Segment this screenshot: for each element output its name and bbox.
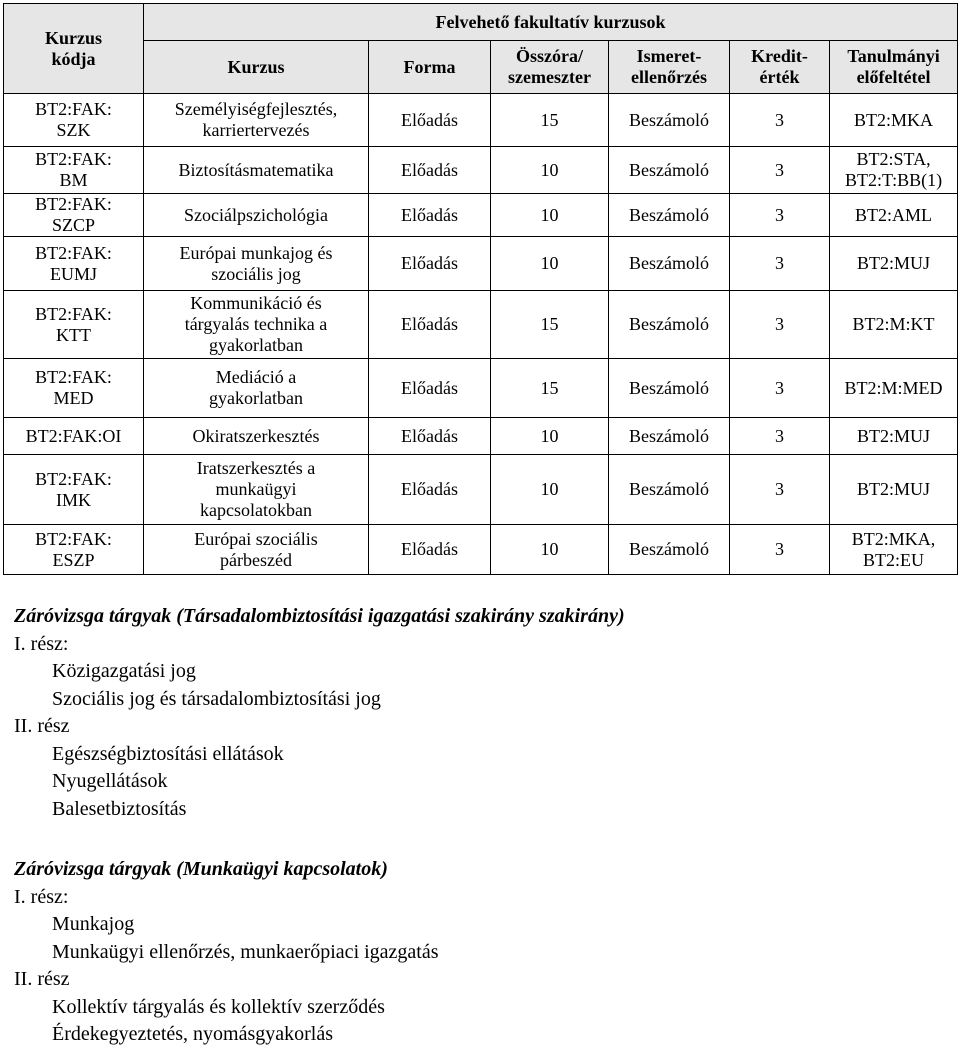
table-body [4, 94, 958, 418]
hours-header-line: szemeszter [508, 67, 591, 87]
course-code-line: IMK [56, 489, 91, 510]
course-hours: 10 [491, 147, 609, 194]
course-course-line: Szociálpszichológia [184, 204, 328, 225]
exam-subject: Balesetbiztosítás [52, 797, 187, 820]
course-course-line: Mediáció a [215, 367, 297, 387]
course-code [4, 291, 144, 359]
course-assessment: Beszámoló [609, 359, 730, 418]
course-prereq-line: BT2:M:MED [844, 377, 943, 398]
course-credit: 3 [730, 94, 830, 147]
code-header-line: kódja [51, 48, 96, 69]
course-header: Kurzus [144, 41, 369, 94]
table-row-oi [3, 417, 958, 455]
course-credit: 3 [730, 237, 830, 291]
exam-section-1 [14, 603, 625, 823]
course-code [4, 147, 144, 194]
table-body-bottom [4, 455, 958, 575]
hours-header [491, 41, 609, 94]
courses-table [3, 3, 958, 418]
course-course-line: Európai szociális [194, 528, 318, 549]
course-assessment: Beszámoló [609, 194, 730, 237]
prereq-header-line: előfeltétel [856, 67, 931, 87]
course-code-line: SZCP [51, 215, 96, 235]
hours-header-line: Összóra/ [516, 46, 583, 66]
credit-header-line: érték [759, 67, 800, 87]
course-credit: 3 [730, 147, 830, 194]
course-prereq [830, 359, 958, 418]
course-code-line: BT2:FAK: [35, 367, 112, 387]
course-hours: 15 [491, 94, 609, 147]
course-form: Előadás [369, 147, 491, 194]
course-hours: 10 [491, 194, 609, 237]
exam-subject: Nyugellátások [52, 770, 168, 792]
assessment-header-line: Ismeret- [636, 46, 702, 66]
course-code-line: ESZP [52, 549, 95, 570]
assessment-header-line: ellenőrzés [631, 67, 707, 87]
course-prereq [830, 237, 958, 291]
course-form: Előadás [369, 291, 491, 359]
course-form: Előadás [369, 359, 491, 418]
table-row [4, 147, 958, 194]
course-code-line: BT2:FAK: [35, 303, 112, 324]
courses-table-bottom [3, 454, 958, 575]
course-course-line: párbeszéd [220, 549, 292, 570]
course-prereq [830, 455, 958, 525]
course-course [144, 291, 369, 359]
course-course-line: kapcsolatokban [200, 500, 312, 520]
course-assessment: Beszámoló [609, 418, 730, 455]
exam-section-2 [14, 856, 439, 1049]
course-assessment: Beszámoló [609, 291, 730, 359]
code-header [4, 4, 144, 94]
table-row [4, 455, 958, 525]
table-row [4, 94, 958, 147]
course-course-line: tárgyalás technika a [184, 314, 328, 334]
course-prereq [830, 194, 958, 237]
course-course-line: szociális jog [211, 263, 301, 284]
course-code-line: BM [59, 170, 88, 190]
exam-subject: Munkajog [52, 913, 135, 935]
course-prereq-line: BT2:MUJ [856, 479, 930, 499]
course-course-line: gyakorlatban [209, 388, 303, 408]
course-course-line: Iratszerkesztés a [196, 458, 316, 478]
course-prereq-line: BT2:T:BB(1) [844, 170, 943, 190]
course-course [144, 525, 369, 575]
exam-subject: Érdekegyeztetés, nyomásgyakorlás [52, 1023, 334, 1045]
exam-title: Záróvizsga tárgyak (Munkaügyi kapcsolatok) [14, 858, 388, 880]
course-credit: 3 [730, 525, 830, 575]
course-prereq-line: BT2:EU [863, 549, 924, 570]
table-row [4, 194, 958, 237]
course-assessment: Beszámoló [609, 147, 730, 194]
prereq-header [830, 41, 958, 94]
course-course [144, 147, 369, 194]
course-hours: 10 [491, 525, 609, 575]
course-credit: 3 [730, 455, 830, 525]
course-prereq-line: BT2:M:KT [852, 314, 935, 334]
course-hours: 15 [491, 359, 609, 418]
prereq-header-line: Tanulmányi [847, 46, 940, 66]
exam-subject: Munkaügyi ellenőrzés, munkaerőpiaci igazgatás [52, 940, 439, 963]
course-credit: 3 [730, 359, 830, 418]
course-course [144, 194, 369, 237]
course-form: Előadás [369, 194, 491, 237]
course-prereq-line: BT2:MUJ [857, 253, 931, 273]
course-code: BT2:FAK:OI [4, 418, 144, 455]
table-row [4, 525, 958, 575]
exam-title: Záróvizsga tárgyak (Társadalombiztosítási igazgatási szakirány szakirány) [14, 605, 625, 627]
course-code-line: EUMJ [49, 263, 97, 284]
table-row [4, 237, 958, 291]
course-code-line: KTT [56, 324, 91, 345]
code-header-line: Kurzus [44, 27, 102, 48]
course-prereq: BT2:MUJ [830, 418, 958, 455]
course-assessment: Beszámoló [609, 94, 730, 147]
course-code-line: SZK [56, 120, 91, 140]
course-prereq [830, 525, 958, 575]
course-form: Előadás [369, 525, 491, 575]
course-hours: 10 [491, 418, 609, 455]
credit-header-line: Kredit- [751, 46, 808, 66]
course-credit: 3 [730, 418, 830, 455]
course-course-line: Biztosításmatematika [178, 159, 334, 180]
course-code-line: BT2:FAK: [35, 242, 112, 263]
course-form: Előadás [369, 94, 491, 147]
exam-part-label: I. rész: [14, 885, 69, 908]
course-course-line: karriertervezés [202, 120, 310, 140]
course-code-line: BT2:FAK: [35, 149, 112, 169]
course-course-line: gyakorlatban [209, 335, 303, 355]
course-code [4, 237, 144, 291]
course-hours: 10 [491, 455, 609, 525]
course-prereq [830, 94, 958, 147]
course-course [144, 237, 369, 291]
exam-part-label: II. rész [14, 715, 70, 737]
course-course [144, 359, 369, 418]
course-form: Előadás [369, 455, 491, 525]
assessment-header [609, 41, 730, 94]
course-course-line: Európai munkajog és [179, 242, 333, 263]
course-name: Okiratszerkesztés [144, 418, 369, 455]
course-hours: 15 [491, 291, 609, 359]
course-course [144, 94, 369, 147]
exam-part-label: II. rész [14, 968, 70, 990]
course-assessment: Beszámoló [609, 455, 730, 525]
table-row [4, 359, 958, 418]
exam-subject: Közigazgatási jog [52, 660, 196, 682]
form-header: Forma [369, 41, 491, 94]
course-prereq-line: BT2:STA, [856, 149, 931, 169]
course-code [4, 525, 144, 575]
course-code [4, 94, 144, 147]
course-assessment: Beszámoló [609, 237, 730, 291]
credit-header [730, 41, 830, 94]
exam-subject: Egészségbiztosítási ellátások [52, 742, 284, 765]
course-prereq-line: BT2:AML [855, 204, 933, 225]
course-prereq [830, 291, 958, 359]
course-credit: 3 [730, 194, 830, 237]
course-code [4, 194, 144, 237]
course-code-line: BT2:FAK: [35, 468, 112, 489]
course-code-line: BT2:FAK: [35, 99, 112, 119]
course-form: Előadás [369, 418, 491, 455]
table-banner: Felvehető fakultatív kurzusok [144, 4, 958, 41]
course-code-line: BT2:FAK: [35, 194, 112, 214]
exam-subject: Kollektív tárgyalás és kollektív szerződés [52, 995, 385, 1018]
course-prereq-line: BT2:MKA, [851, 528, 936, 549]
course-course-line: munkaügyi [215, 479, 297, 499]
course-prereq [830, 147, 958, 194]
course-course [144, 455, 369, 525]
course-code [4, 359, 144, 418]
course-code [4, 455, 144, 525]
course-hours: 10 [491, 237, 609, 291]
course-prereq-line: BT2:MKA [854, 109, 934, 130]
table-row [4, 291, 958, 359]
course-course-line: Személyiségfejlesztés, [174, 99, 338, 119]
course-assessment: Beszámoló [609, 525, 730, 575]
course-course-line: Kommunikáció és [190, 293, 322, 313]
exam-part-label: I. rész: [14, 632, 69, 655]
course-code-line: MED [53, 388, 94, 408]
course-credit: 3 [730, 291, 830, 359]
course-form: Előadás [369, 237, 491, 291]
exam-subject: Szociális jog és társadalombiztosítási jog [52, 687, 381, 710]
course-code-line: BT2:FAK: [35, 528, 112, 549]
